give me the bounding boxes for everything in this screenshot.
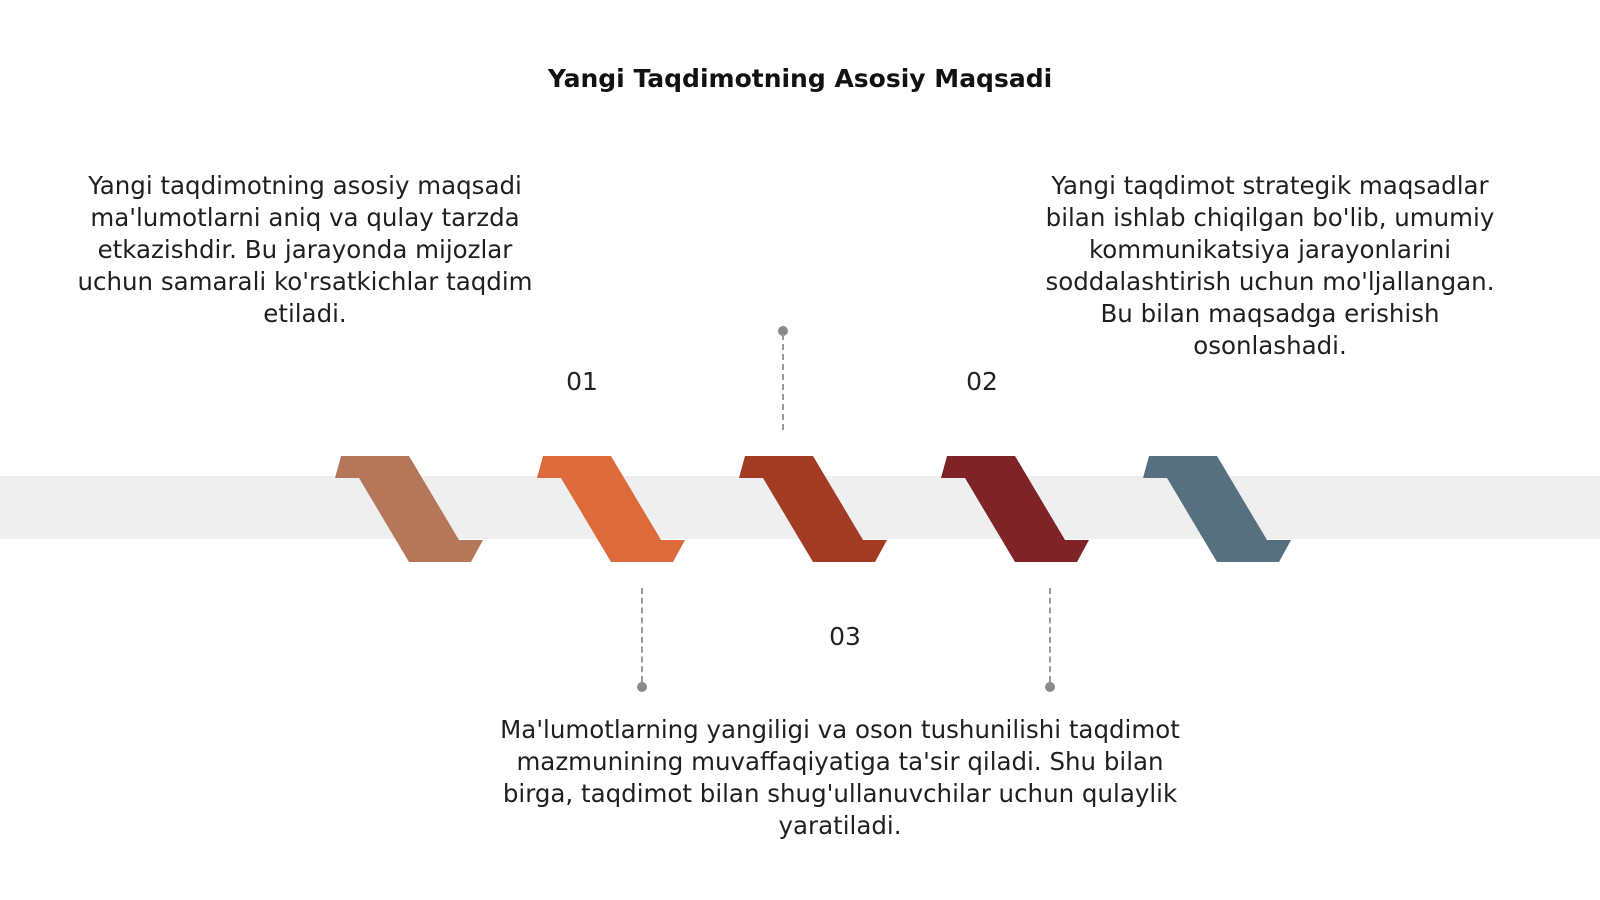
chevron-shape-2 <box>537 456 685 562</box>
chevron-shape-4 <box>941 456 1089 562</box>
connector-bottom-right <box>1043 588 1057 692</box>
step-03-number: 03 <box>829 622 861 651</box>
step-03-text: Ma'lumotlarning yangiligi va oson tushunilishi taqdimot mazmunining muvaffaqiyatiga ta'sir qiladi. Shu bilan birga, taqdimot bilan shug'ullanuvchilar uchun qulaylik yaratiladi. <box>500 715 1180 840</box>
step-01-text: Yangi taqdimotning asosiy maqsadi ma'lumotlarni aniq va qulay tarzda etkazishdir. Bu jarayonda mijozlar uchun samarali ko'rsatkichlar taqdim etiladi. <box>77 171 533 328</box>
step-01-number: 01 <box>566 367 598 396</box>
step-02-text: Yangi taqdimot strategik maqsadlar bilan ishlab chiqilgan bo'lib, umumiy kommunikatsiya jarayonlarini soddalashtirish uchun mo'ljallangan. Bu bilan maqsadga erishish osonlashadi. <box>1045 171 1495 360</box>
step-02-number: 02 <box>966 367 998 396</box>
connector-bottom-left <box>635 588 649 692</box>
chevron-shape-3 <box>739 456 887 562</box>
slide-title: Yangi Taqdimotning Asosiy Maqsadi <box>547 64 1053 93</box>
chevron-shape-5 <box>1143 456 1291 562</box>
chevron-shape-1 <box>335 456 483 562</box>
connector-top <box>776 326 790 432</box>
